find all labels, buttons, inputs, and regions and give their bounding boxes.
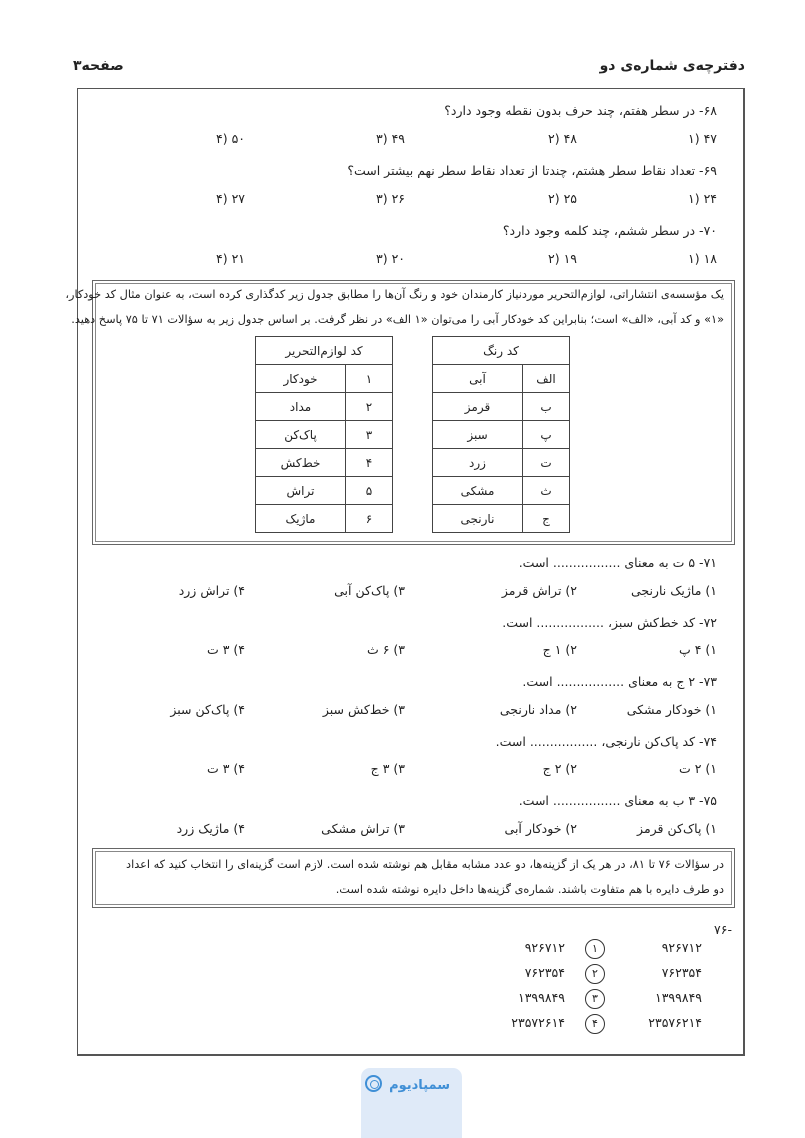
question-70: ۷۰- در سطر ششم، چند کلمه وجود دارد؟: [502, 223, 717, 238]
number-left: ۲۳۵۷۲۶۱۴: [511, 1015, 565, 1030]
booklet-title: دفترچه‌ی شماره‌ی دو: [599, 58, 745, 74]
question-72: ۷۲- کد خط‌کش سبز، ................. است.: [502, 615, 717, 630]
stationery-code: ۱: [346, 365, 393, 393]
color-name: سبز: [433, 421, 523, 449]
option[interactable]: ۱) ۴ پ: [678, 642, 717, 657]
option[interactable]: ۱) پاک‌کن قرمز: [637, 821, 717, 836]
stationery-code: ۶: [346, 505, 393, 533]
instruction-line-2: دو طرف دایره با هم متفاوت باشند. شماره‌ی گزینه‌ها داخل دایره نوشته شده است.: [335, 883, 724, 896]
option[interactable]: ۱) ۲ ت: [678, 761, 717, 776]
instruction-line-1: در سؤالات ۷۶ تا ۸۱، در هر یک از گزینه‌ها، دو عدد مشابه مقابل هم نوشته شده است. لازم است گزینه‌ای را انتخاب کنید که اعداد: [126, 858, 724, 871]
stationery-table-title: کد لوازم‌التحریر: [256, 337, 393, 365]
number-right: ۲۳۵۷۶۲۱۴: [648, 1015, 702, 1030]
option[interactable]: ۳) پاک‌کن آبی: [334, 583, 405, 598]
option[interactable]: ۴۸ (۲: [547, 131, 577, 146]
option[interactable]: ۳) خط‌کش سبز: [322, 702, 405, 717]
color-code: ج: [523, 505, 570, 533]
option-circle[interactable]: ۲: [585, 964, 605, 984]
option[interactable]: ۴) تراش زرد: [178, 583, 245, 598]
option[interactable]: ۱۹ (۲: [547, 251, 577, 266]
question-75: ۷۵- ۳ ب به معنای ................. است.: [518, 793, 717, 808]
option[interactable]: ۲) مداد نارنجی: [499, 702, 577, 717]
option[interactable]: ۲۱ (۴: [215, 251, 245, 266]
question-74: ۷۴- کد پاک‌کن نارنجی، ................. است.: [495, 734, 717, 749]
stationery-code: ۲: [346, 393, 393, 421]
option[interactable]: ۲۰ (۳: [375, 251, 405, 266]
number-left: ۷۶۲۳۵۴: [524, 965, 565, 980]
question-68: ۶۸- در سطر هفتم، چند حرف بدون نقطه وجود دارد؟: [444, 103, 717, 118]
question-71: ۷۱- ۵ ت به معنای ................. است.: [518, 555, 717, 570]
option[interactable]: ۴) ماژیک زرد: [176, 821, 245, 836]
option[interactable]: ۲) تراش قرمز: [501, 583, 577, 598]
color-code-table: [432, 336, 570, 533]
option[interactable]: ۱۸ (۱: [687, 251, 717, 266]
color-code: ث: [523, 477, 570, 505]
option[interactable]: ۱) ماژیک نارنجی: [630, 583, 717, 598]
color-code: پ: [523, 421, 570, 449]
question-69: ۶۹- تعداد نقاط سطر هشتم، چندتا از تعداد نقاط سطر نهم بیشتر است؟: [347, 163, 717, 178]
option-circle[interactable]: ۳: [585, 989, 605, 1009]
option[interactable]: ۳) ۶ ث: [366, 642, 405, 657]
stationery-name: خودکار: [256, 365, 346, 393]
color-name: زرد: [433, 449, 523, 477]
option[interactable]: ۳) تراش مشکی: [321, 821, 405, 836]
option[interactable]: ۴) ۳ ت: [206, 761, 245, 776]
coding-info-box: [65, 280, 735, 545]
question-73: ۷۳- ۲ ج به معنای ................. است.: [522, 674, 717, 689]
brand-logo: [361, 1068, 462, 1138]
number-left: ۹۲۶۷۱۲: [524, 940, 565, 955]
option[interactable]: ۱) خودکار مشکی: [626, 702, 717, 717]
stationery-name: تراش: [256, 477, 346, 505]
option[interactable]: ۲۵ (۲: [547, 191, 577, 206]
instruction-box: [92, 848, 735, 908]
stationery-name: خط‌کش: [256, 449, 346, 477]
option[interactable]: ۲) خودکار آبی: [504, 821, 577, 836]
color-table-title: کد رنگ: [433, 337, 570, 365]
stationery-name: پاک‌کن: [256, 421, 346, 449]
option[interactable]: ۳) ۳ ج: [370, 761, 405, 776]
color-name: مشکی: [433, 477, 523, 505]
page-number: صفحه۳: [73, 58, 124, 74]
number-left: ۱۳۹۹۸۴۹: [518, 990, 565, 1005]
brain-icon: [365, 1075, 382, 1092]
option[interactable]: ۴۷ (۱: [687, 131, 717, 146]
stationery-code: ۴: [346, 449, 393, 477]
color-name: آبی: [433, 365, 523, 393]
color-code: الف: [523, 365, 570, 393]
question-76: -۷۶: [714, 922, 732, 937]
brand-name: سمپادیوم: [389, 1078, 450, 1093]
stationery-code: ۵: [346, 477, 393, 505]
stationery-code: ۳: [346, 421, 393, 449]
stationery-name: ماژیک: [256, 505, 346, 533]
option[interactable]: ۲۴ (۱: [687, 191, 717, 206]
intro-line-2: «۱» و کد آبی، «الف» است؛ بنابراین کد خودکار آبی را می‌توان «۱ الف» در نظر گرفت. بر اساس جدول زیر به سؤالات ۷۱ تا ۷۵ پاسخ دهید.: [71, 313, 724, 326]
option[interactable]: ۴) پاک‌کن سبز: [170, 702, 245, 717]
number-right: ۷۶۲۳۵۴: [661, 965, 702, 980]
option[interactable]: ۴۹ (۳: [375, 131, 405, 146]
intro-line-1: یک مؤسسه‌ی انتشاراتی، لوازم‌التحریر موردنیاز کارمندان خود و رنگ آن‌ها را مطابق جدول زیر کدگذاری کرده است، به عنوان مثال کد خودکار،: [65, 288, 724, 301]
color-name: قرمز: [433, 393, 523, 421]
option-circle[interactable]: ۴: [585, 1014, 605, 1034]
color-name: نارنجی: [433, 505, 523, 533]
option[interactable]: ۵۰ (۴: [215, 131, 245, 146]
option[interactable]: ۲) ۱ ج: [542, 642, 577, 657]
stationery-name: مداد: [256, 393, 346, 421]
color-code: ب: [523, 393, 570, 421]
option[interactable]: ۲۶ (۳: [375, 191, 405, 206]
option[interactable]: ۲) ۲ ج: [542, 761, 577, 776]
stationery-code-table: [255, 336, 393, 533]
option-circle[interactable]: ۱: [585, 939, 605, 959]
option[interactable]: ۲۷ (۴: [215, 191, 245, 206]
color-code: ت: [523, 449, 570, 477]
option[interactable]: ۴) ۳ ت: [206, 642, 245, 657]
number-right: ۹۲۶۷۱۲: [661, 940, 702, 955]
number-right: ۱۳۹۹۸۴۹: [655, 990, 702, 1005]
